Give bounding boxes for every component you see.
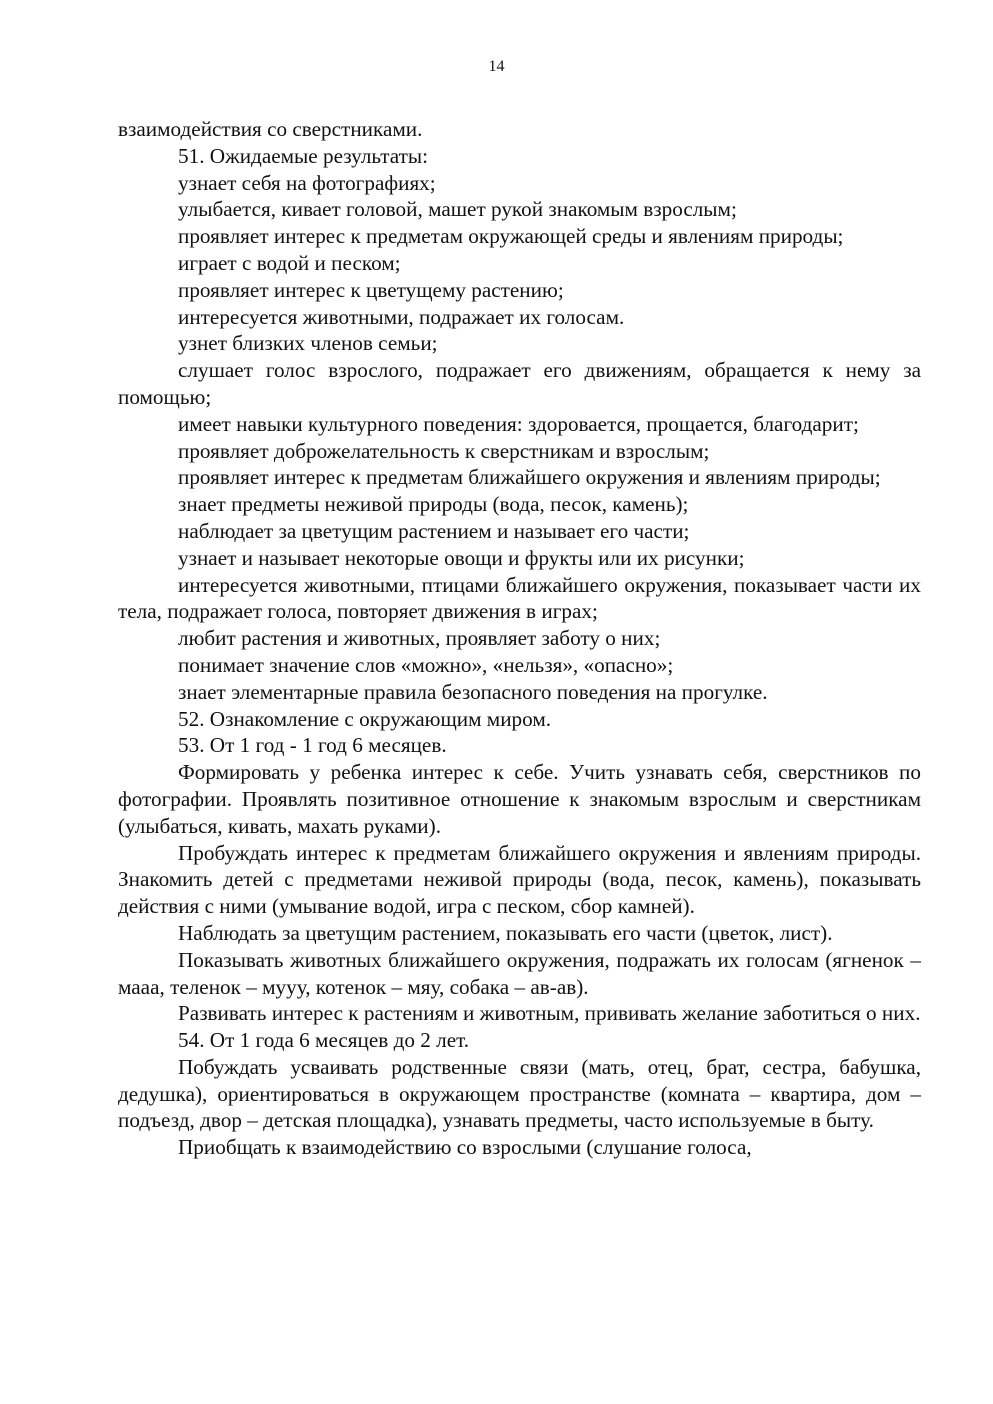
paragraph: узнает себя на фотографиях; xyxy=(178,170,436,195)
paragraph: Показывать животных ближайшего окружения, подражать их голосам (ягненок – мааа, теленок – мууу, котенок – мяу, собака – ав-ав). xyxy=(118,947,921,999)
paragraph: наблюдает за цветущим растением и называет его части; xyxy=(178,518,690,543)
paragraph: 53. От 1 год - 1 год 6 месяцев. xyxy=(178,733,447,758)
paragraph: улыбается, кивает головой, машет рукой знакомым взрослым; xyxy=(178,197,737,222)
paragraph: 52. Ознакомление с окружающим миром. xyxy=(178,706,552,731)
paragraph: Пробуждать интерес к предметам ближайшего окружения и явлениям природы. Знакомить детей с предметами неживой природы (вода, песок, камень), показывать действия с ними (умывание водой, игра с песком, сбор камней). xyxy=(118,840,921,919)
paragraph: знает элементарные правила безопасного поведения на прогулке. xyxy=(178,679,768,704)
paragraph: проявляет доброжелательность к сверстникам и взрослым; xyxy=(178,438,710,463)
paragraph: имеет навыки культурного поведения: здоровается, прощается, благодарит; xyxy=(178,411,859,436)
paragraph: понимает значение слов «можно», «нельзя», «опасно»; xyxy=(178,652,674,677)
paragraph: 51. Ожидаемые результаты: xyxy=(178,143,429,168)
paragraph: играет с водой и песком; xyxy=(178,250,401,275)
paragraph: узнает и называет некоторые овощи и фрукты или их рисунки; xyxy=(178,545,745,570)
paragraph: Наблюдать за цветущим растением, показывать его части (цветок, лист). xyxy=(178,920,833,945)
paragraph: Приобщать к взаимодействию со взрослыми (слушание голоса, xyxy=(178,1135,752,1160)
paragraph: знает предметы неживой природы (вода, песок, камень); xyxy=(178,492,689,517)
body-text xyxy=(118,116,921,1161)
paragraph: 54. От 1 года 6 месяцев до 2 лет. xyxy=(178,1028,470,1053)
paragraph: слушает голос взрослого, подражает его движениям, обращается к нему за помощью; xyxy=(118,358,921,409)
paragraph: интересуется животными, птицами ближайшего окружения, показывает части их тела, подражает голоса, повторяет движения в играх; xyxy=(118,572,921,624)
paragraph: взаимодействия со сверстниками. xyxy=(118,117,423,141)
paragraph: проявляет интерес к цветущему растению; xyxy=(178,277,564,302)
paragraph: Формировать у ребенка интерес к себе. Учить узнавать себя, сверстников по фотографии. Проявлять позитивное отношение к знакомым взрослым и сверстникам (улыбаться, кивать, махать руками). xyxy=(118,760,921,838)
paragraph: узнет близких членов семьи; xyxy=(178,331,438,356)
paragraph: любит растения и животных, проявляет заботу о них; xyxy=(178,626,661,651)
page-number: 14 xyxy=(488,58,505,75)
paragraph: проявляет интерес к предметам ближайшего окружения и явлениям природы; xyxy=(178,465,881,490)
paragraph: проявляет интерес к предметам окружающей среды и явлениям природы; xyxy=(178,224,844,249)
paragraph: Развивать интерес к растениям и животным, прививать желание заботиться о них. xyxy=(178,1001,921,1026)
paragraph: интересуется животными, подражает их голосам. xyxy=(178,304,625,329)
paragraph: Побуждать усваивать родственные связи (мать, отец, брат, сестра, бабушка, дедушка), ориентироваться в окружающем пространстве (комната – квартира, дом – подъезд, двор – детская площадка), узнавать предметы, часто используемые в быту. xyxy=(118,1054,921,1133)
